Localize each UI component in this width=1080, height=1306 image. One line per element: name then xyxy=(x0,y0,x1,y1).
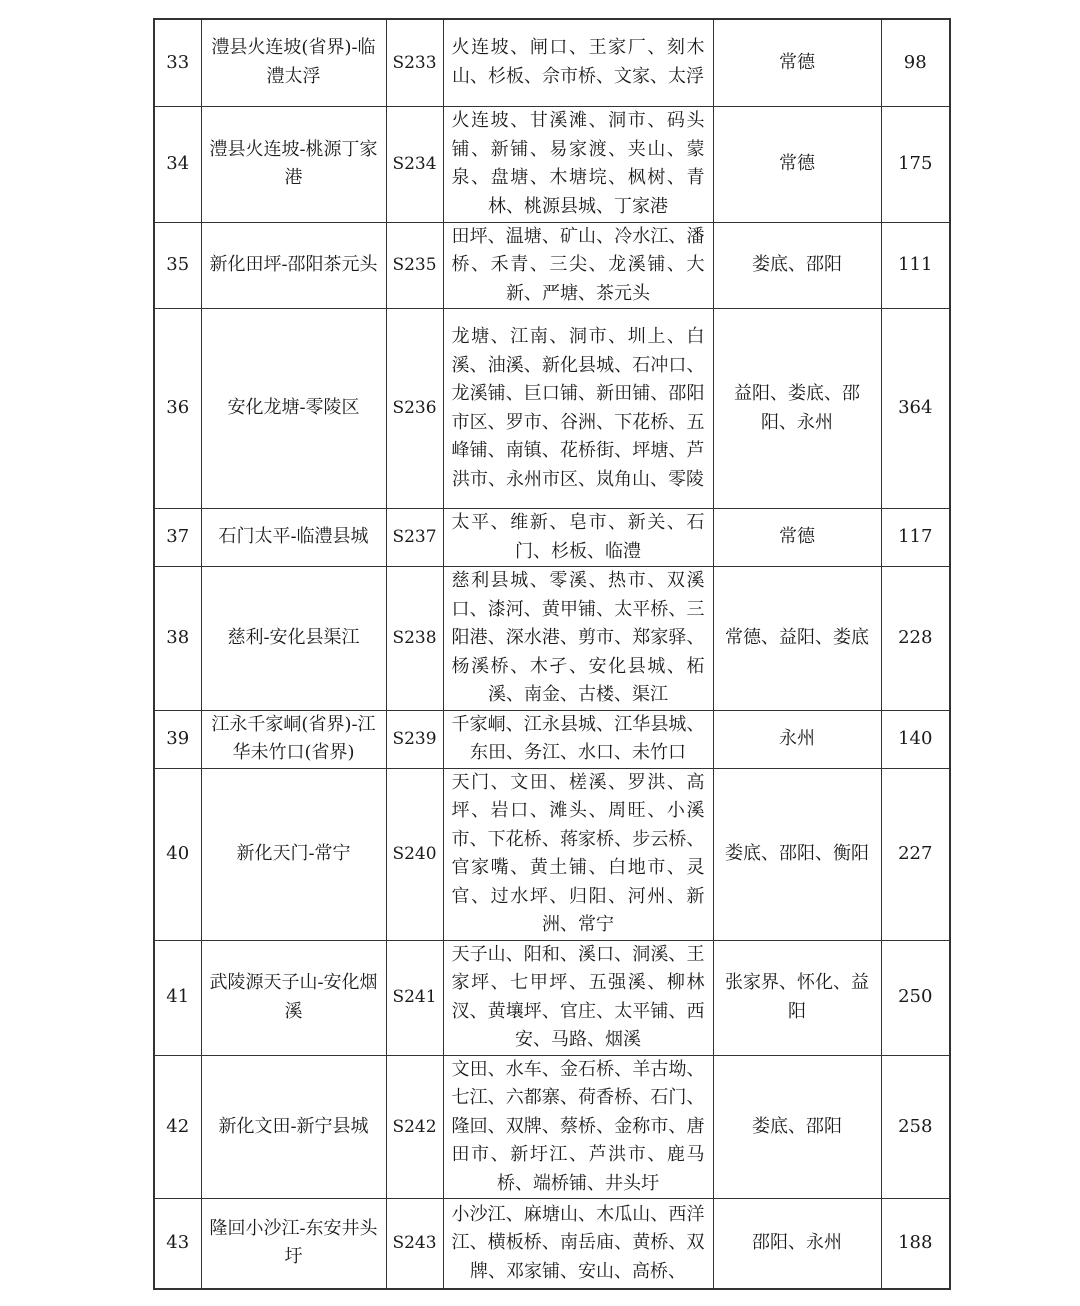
row-number: 40 xyxy=(154,768,201,940)
control-points: 慈利县城、零溪、热市、双溪口、漆河、黄甲铺、太平桥、三阳港、深水港、剪市、郑家驿、杨溪桥、木孑、安化县城、柘溪、南金、古楼、渠江 xyxy=(443,567,713,711)
table-row xyxy=(154,940,950,1055)
row-number: 43 xyxy=(154,1199,201,1289)
control-points: 龙塘、江南、洞市、圳上、白溪、油溪、新化县城、石冲口、龙溪铺、巨口铺、新田铺、邵阳市区、罗市、谷洲、下花桥、五峰铺、南镇、花桥街、坪塘、芦洪市、永州市区、岚角山、零陵 xyxy=(443,309,713,509)
table-row xyxy=(154,509,950,567)
row-number: 39 xyxy=(154,710,201,768)
route-name: 江永千家峒(省界)-江华未竹口(省界) xyxy=(201,710,386,768)
control-points: 火连坡、甘溪滩、洞市、码头铺、新铺、易家渡、夹山、蒙泉、盘塘、木塘垸、枫树、青林、桃源县城、丁家港 xyxy=(443,106,713,222)
route-length: 111 xyxy=(881,222,950,309)
route-code: S233 xyxy=(386,19,443,106)
route-name: 新化文田-新宁县城 xyxy=(201,1055,386,1199)
table-row xyxy=(154,1199,950,1289)
route-length: 258 xyxy=(881,1055,950,1199)
table-row xyxy=(154,710,950,768)
table-row xyxy=(154,309,950,509)
cities-passed: 娄底、邵阳 xyxy=(713,1055,881,1199)
route-name: 隆回小沙江-东安井头圩 xyxy=(201,1199,386,1289)
table-row xyxy=(154,1055,950,1199)
route-length: 140 xyxy=(881,710,950,768)
cities-passed: 永州 xyxy=(713,710,881,768)
table-row xyxy=(154,222,950,309)
control-points: 田坪、温塘、矿山、冷水江、潘桥、禾青、三尖、龙溪铺、大新、严塘、茶元头 xyxy=(443,222,713,309)
table-body xyxy=(154,19,950,1289)
cities-passed: 常德、益阳、娄底 xyxy=(713,567,881,711)
route-name: 慈利-安化县渠江 xyxy=(201,567,386,711)
route-length: 250 xyxy=(881,940,950,1055)
row-number: 34 xyxy=(154,106,201,222)
row-number: 42 xyxy=(154,1055,201,1199)
cities-passed: 常德 xyxy=(713,19,881,106)
control-points: 天子山、阳和、溪口、洞溪、王家坪、七甲坪、五强溪、柳林汊、黄壤坪、官庄、太平铺、西安、马路、烟溪 xyxy=(443,940,713,1055)
route-code: S234 xyxy=(386,106,443,222)
cities-passed: 娄底、邵阳、衡阳 xyxy=(713,768,881,940)
route-length: 188 xyxy=(881,1199,950,1289)
route-name: 新化天门-常宁 xyxy=(201,768,386,940)
cities-passed: 益阳、娄底、邵阳、永州 xyxy=(713,309,881,509)
route-code: S236 xyxy=(386,309,443,509)
route-length: 175 xyxy=(881,106,950,222)
route-name: 石门太平-临澧县城 xyxy=(201,509,386,567)
row-number: 38 xyxy=(154,567,201,711)
control-points: 千家峒、江永县城、江华县城、东田、务江、水口、未竹口 xyxy=(443,710,713,768)
row-number: 36 xyxy=(154,309,201,509)
route-name: 澧县火连坡-桃源丁家港 xyxy=(201,106,386,222)
route-length: 227 xyxy=(881,768,950,940)
row-number: 35 xyxy=(154,222,201,309)
route-length: 98 xyxy=(881,19,950,106)
route-code: S240 xyxy=(386,768,443,940)
control-points: 太平、维新、皂市、新关、石门、杉板、临澧 xyxy=(443,509,713,567)
table-row xyxy=(154,19,950,106)
route-name: 安化龙塘-零陵区 xyxy=(201,309,386,509)
cities-passed: 娄底、邵阳 xyxy=(713,222,881,309)
route-length: 364 xyxy=(881,309,950,509)
route-name: 武陵源天子山-安化烟溪 xyxy=(201,940,386,1055)
route-code: S237 xyxy=(386,509,443,567)
route-name: 新化田坪-邵阳茶元头 xyxy=(201,222,386,309)
route-length: 117 xyxy=(881,509,950,567)
control-points: 小沙江、麻塘山、木瓜山、西洋江、横板桥、南岳庙、黄桥、双牌、邓家铺、安山、高桥、 xyxy=(443,1199,713,1289)
table-row xyxy=(154,768,950,940)
control-points: 文田、水车、金石桥、羊古坳、七江、六都寨、荷香桥、石门、隆回、双牌、蔡桥、金称市、唐田市、新圩江、芦洪市、鹿马桥、端桥铺、井头圩 xyxy=(443,1055,713,1199)
cities-passed: 常德 xyxy=(713,509,881,567)
row-number: 41 xyxy=(154,940,201,1055)
route-length: 228 xyxy=(881,567,950,711)
route-code: S239 xyxy=(386,710,443,768)
control-points: 火连坡、闸口、王家厂、刻木山、杉板、佘市桥、文家、太浮 xyxy=(443,19,713,106)
control-points: 天门、文田、槎溪、罗洪、高坪、岩口、滩头、周旺、小溪市、下花桥、蒋家桥、步云桥、官家嘴、黄土铺、白地市、灵官、过水坪、归阳、河州、新洲、常宁 xyxy=(443,768,713,940)
route-code: S242 xyxy=(386,1055,443,1199)
cities-passed: 常德 xyxy=(713,106,881,222)
route-code: S235 xyxy=(386,222,443,309)
route-name: 澧县火连坡(省界)-临澧太浮 xyxy=(201,19,386,106)
row-number: 37 xyxy=(154,509,201,567)
route-code: S243 xyxy=(386,1199,443,1289)
route-table xyxy=(153,18,951,1290)
cities-passed: 张家界、怀化、益阳 xyxy=(713,940,881,1055)
route-code: S238 xyxy=(386,567,443,711)
cities-passed: 邵阳、永州 xyxy=(713,1199,881,1289)
row-number: 33 xyxy=(154,19,201,106)
route-code: S241 xyxy=(386,940,443,1055)
table-row xyxy=(154,106,950,222)
table-row xyxy=(154,567,950,711)
